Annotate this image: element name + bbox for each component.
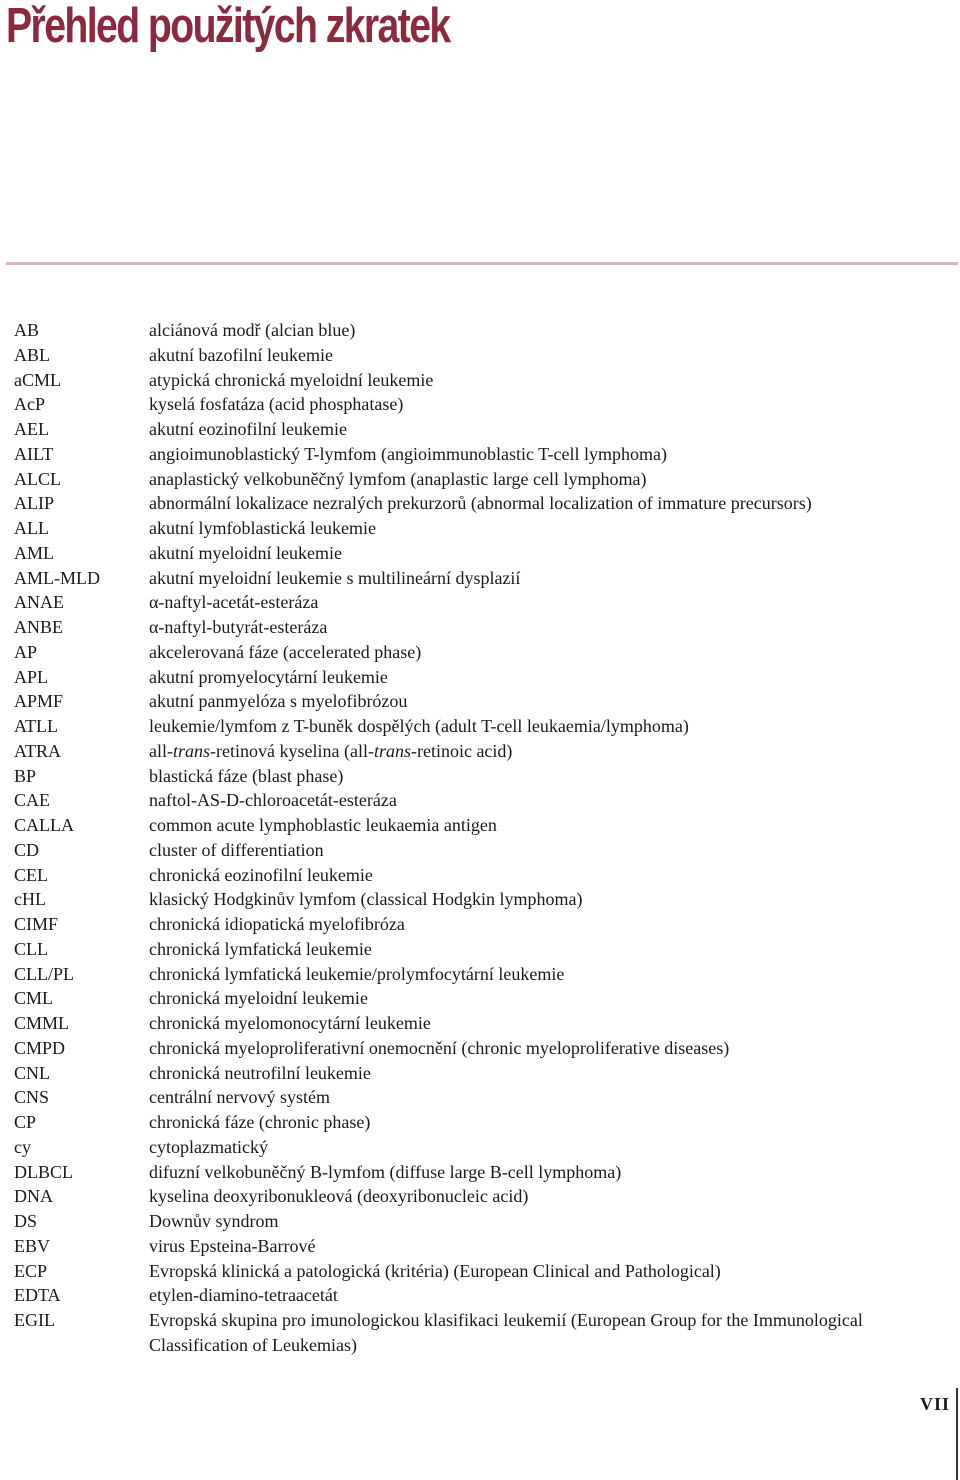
definition-part: -retinová kyselina (all-: [210, 740, 374, 761]
abbreviation-row: [14, 838, 944, 863]
abbreviation-definition: cluster of differentiation: [149, 839, 324, 860]
abbreviation-row: [14, 1036, 944, 1061]
abbreviation-term: ATLL: [14, 716, 58, 736]
abbreviation-term: APL: [14, 666, 49, 687]
abbreviation-row: [14, 1259, 944, 1284]
abbreviation-term: AEL: [14, 419, 49, 439]
abbreviation-row: [14, 566, 944, 591]
abbreviation-definition: kyselá fosfatáza (acid phosphatase): [149, 394, 404, 415]
abbreviation-term: EBV: [14, 1235, 50, 1256]
abbreviation-row: [14, 788, 944, 813]
abbreviation-row: [14, 392, 944, 417]
definition-part: all-: [149, 740, 173, 761]
abbreviation-definition: akutní myeloidní leukemie: [149, 542, 342, 563]
abbreviation-term: ECP: [14, 1260, 48, 1281]
abbreviation-row: [14, 640, 944, 665]
abbreviation-term: ALIP: [14, 493, 54, 514]
abbreviation-row: [14, 541, 944, 566]
abbreviation-row: [14, 1110, 944, 1135]
abbreviation-row: [14, 1308, 944, 1358]
abbreviation-row: [14, 1160, 944, 1185]
abbreviation-row: [14, 863, 944, 888]
abbreviation-term: DNA: [14, 1186, 53, 1207]
abbreviation-term: AP: [14, 641, 38, 662]
abbreviation-term: DS: [14, 1211, 38, 1231]
abbreviation-row: [14, 615, 944, 640]
abbreviation-definition: chronická myeloidní leukemie: [149, 988, 368, 1009]
abbreviation-definition: klasický Hodgkinův lymfom (classical Hodgkin lymphoma): [149, 889, 583, 910]
abbreviation-row: [14, 1234, 944, 1259]
abbreviation-definition: akutní myeloidní leukemie s multilineární dysplazií: [149, 567, 521, 588]
abbreviation-row: [14, 813, 944, 838]
abbreviation-definition: chronická lymfatická leukemie/prolymfocytární leukemie: [149, 963, 565, 984]
abbreviation-definition: abnormální lokalizace nezralých prekurzorů (abnormal localization of immature precursors): [149, 493, 812, 514]
abbreviation-term: EDTA: [14, 1285, 61, 1306]
abbreviation-term: CP: [14, 1112, 37, 1132]
abbreviation-term: ANAE: [14, 592, 64, 613]
abbreviation-term: CALLA: [14, 815, 74, 835]
abbreviation-definition: akutní bazofilní leukemie: [149, 344, 333, 365]
abbreviation-row: [14, 1061, 944, 1086]
abbreviation-definition: chronická lymfatická leukemie: [149, 938, 372, 959]
abbreviation-term: cHL: [14, 889, 46, 910]
abbreviation-term: ATRA: [14, 740, 62, 761]
page-number: VII: [920, 1394, 951, 1414]
abbreviation-definition: chronická myelomonocytární leukemie: [149, 1013, 431, 1033]
abbreviation-definition: akcelerovaná fáze (accelerated phase): [149, 641, 422, 662]
abbreviation-definition: α-naftyl-acetát-esteráza: [149, 592, 319, 613]
abbreviation-term: CEL: [14, 864, 48, 885]
abbreviation-term: CMML: [14, 1013, 70, 1033]
abbreviation-term: AML-MLD: [14, 567, 100, 588]
abbreviation-row: [14, 318, 944, 343]
abbreviation-list: [14, 318, 944, 1358]
abbreviation-row: [14, 689, 944, 714]
abbreviation-term: ANBE: [14, 617, 63, 637]
abbreviation-row: [14, 764, 944, 789]
definition-italic-part: trans: [373, 740, 411, 761]
abbreviation-definition: chronická fáze (chronic phase): [149, 1112, 371, 1132]
abbreviation-term: AML: [14, 542, 54, 563]
abbreviation-definition: alciánová modř (alcian blue): [149, 320, 356, 340]
abbreviation-definition: centrální nervový systém: [149, 1087, 330, 1108]
abbreviation-term: AcP: [14, 394, 45, 415]
abbreviation-definition: α-naftyl-butyrát-esteráza: [149, 617, 328, 637]
abbreviation-row: [14, 962, 944, 987]
abbreviation-row: [14, 1135, 944, 1160]
abbreviation-term: APMF: [14, 691, 64, 712]
abbreviation-term: AB: [14, 320, 40, 340]
abbreviation-definition: Evropská klinická a patologická (kritéria) (European Clinical and Pathological): [149, 1260, 721, 1281]
abbreviation-definition: virus Epsteina-Barrové: [149, 1235, 316, 1256]
abbreviation-term: CLL: [14, 938, 48, 959]
abbreviation-row: [14, 986, 944, 1011]
abbreviation-term: aCML: [14, 369, 61, 390]
abbreviation-definition: anaplastický velkobuněčný lymfom (anaplastic large cell lymphoma): [149, 468, 647, 489]
abbreviation-term: CMPD: [14, 1037, 66, 1058]
abbreviation-definition: akutní lymfoblastická leukemie: [149, 518, 376, 538]
title-divider: [6, 262, 958, 265]
abbreviation-term: ALL: [14, 518, 49, 538]
abbreviation-definition: difuzní velkobuněčný B-lymfom (diffuse large B-cell lymphoma): [149, 1161, 622, 1182]
abbreviation-row: [14, 368, 944, 393]
abbreviation-row: [14, 1011, 944, 1036]
abbreviation-row: [14, 417, 944, 442]
abbreviation-definition: akutní promyelocytární leukemie: [149, 666, 388, 687]
abbreviation-term: EGIL: [14, 1310, 55, 1330]
abbreviation-row: [14, 1283, 944, 1308]
page-edge-line: [956, 1388, 958, 1480]
abbreviation-definition: common acute lymphoblastic leukaemia antigen: [149, 815, 497, 835]
abbreviation-definition: Downův syndrom: [149, 1211, 279, 1231]
abbreviation-term: CML: [14, 988, 54, 1009]
abbreviation-term: CLL/PL: [14, 963, 75, 984]
page-title: Přehled použitých zkratek: [6, 0, 450, 53]
abbreviation-row: [14, 491, 944, 516]
abbreviation-definition: naftol-AS-D-chloroacetát-esteráza: [149, 790, 397, 811]
abbreviation-row: [14, 937, 944, 962]
abbreviation-term: CD: [14, 839, 40, 860]
abbreviation-definition: chronická myeloproliferativní onemocnění (chronic myeloproliferative diseases): [149, 1037, 730, 1058]
abbreviation-row: [14, 343, 944, 368]
abbreviation-term: cy: [14, 1136, 31, 1157]
abbreviation-term: CAE: [14, 790, 50, 811]
abbreviation-definition: angioimunoblastický T-lymfom (angioimmunoblastic T-cell lymphoma): [149, 443, 667, 464]
abbreviation-definition: akutní eozinofilní leukemie: [149, 419, 347, 439]
abbreviation-row: [14, 1085, 944, 1110]
abbreviation-term: BP: [14, 765, 37, 786]
abbreviation-definition: chronická neutrofilní leukemie: [149, 1062, 371, 1083]
abbreviation-row: [14, 739, 944, 764]
abbreviation-definition: chronická idiopatická myelofibróza: [149, 914, 405, 934]
abbreviation-term: ALCL: [14, 468, 61, 489]
abbreviation-definition: chronická eozinofilní leukemie: [149, 864, 373, 885]
abbreviation-definition: etylen-diamino-tetraacetát: [149, 1285, 338, 1306]
abbreviation-row: [14, 442, 944, 467]
abbreviation-definition: [149, 739, 944, 764]
abbreviation-row: [14, 887, 944, 912]
abbreviation-term: AILT: [14, 443, 54, 464]
abbreviation-row: [14, 1184, 944, 1209]
abbreviation-row: [14, 1209, 944, 1234]
abbreviation-definition: blastická fáze (blast phase): [149, 765, 344, 786]
abbreviation-definition: atypická chronická myeloidní leukemie: [149, 369, 434, 390]
abbreviation-term: DLBCL: [14, 1161, 74, 1182]
abbreviation-row: [14, 467, 944, 492]
definition-italic-part: trans: [173, 740, 211, 761]
abbreviation-definition: cytoplazmatický: [149, 1136, 268, 1157]
abbreviation-term: ABL: [14, 344, 50, 365]
abbreviation-definition: kyselina deoxyribonukleová (deoxyribonucleic acid): [149, 1186, 529, 1207]
abbreviation-term: CNS: [14, 1087, 50, 1108]
abbreviation-row: [14, 516, 944, 541]
abbreviation-definition: akutní panmyelóza s myelofibrózou: [149, 691, 408, 712]
abbreviation-row: [14, 912, 944, 937]
abbreviation-row: [14, 665, 944, 690]
abbreviation-term: CNL: [14, 1062, 50, 1083]
abbreviation-term: CIMF: [14, 914, 59, 934]
abbreviation-definition: leukemie/lymfom z T-buněk dospělých (adult T-cell leukaemia/lymphoma): [149, 716, 689, 736]
abbreviation-row: [14, 714, 944, 739]
abbreviation-row: [14, 590, 944, 615]
abbreviation-definition: Evropská skupina pro imunologickou klasifikaci leukemií (European Group for the Immunological Classification of Leukemias): [149, 1310, 863, 1355]
definition-part: -retinoic acid): [410, 740, 513, 761]
